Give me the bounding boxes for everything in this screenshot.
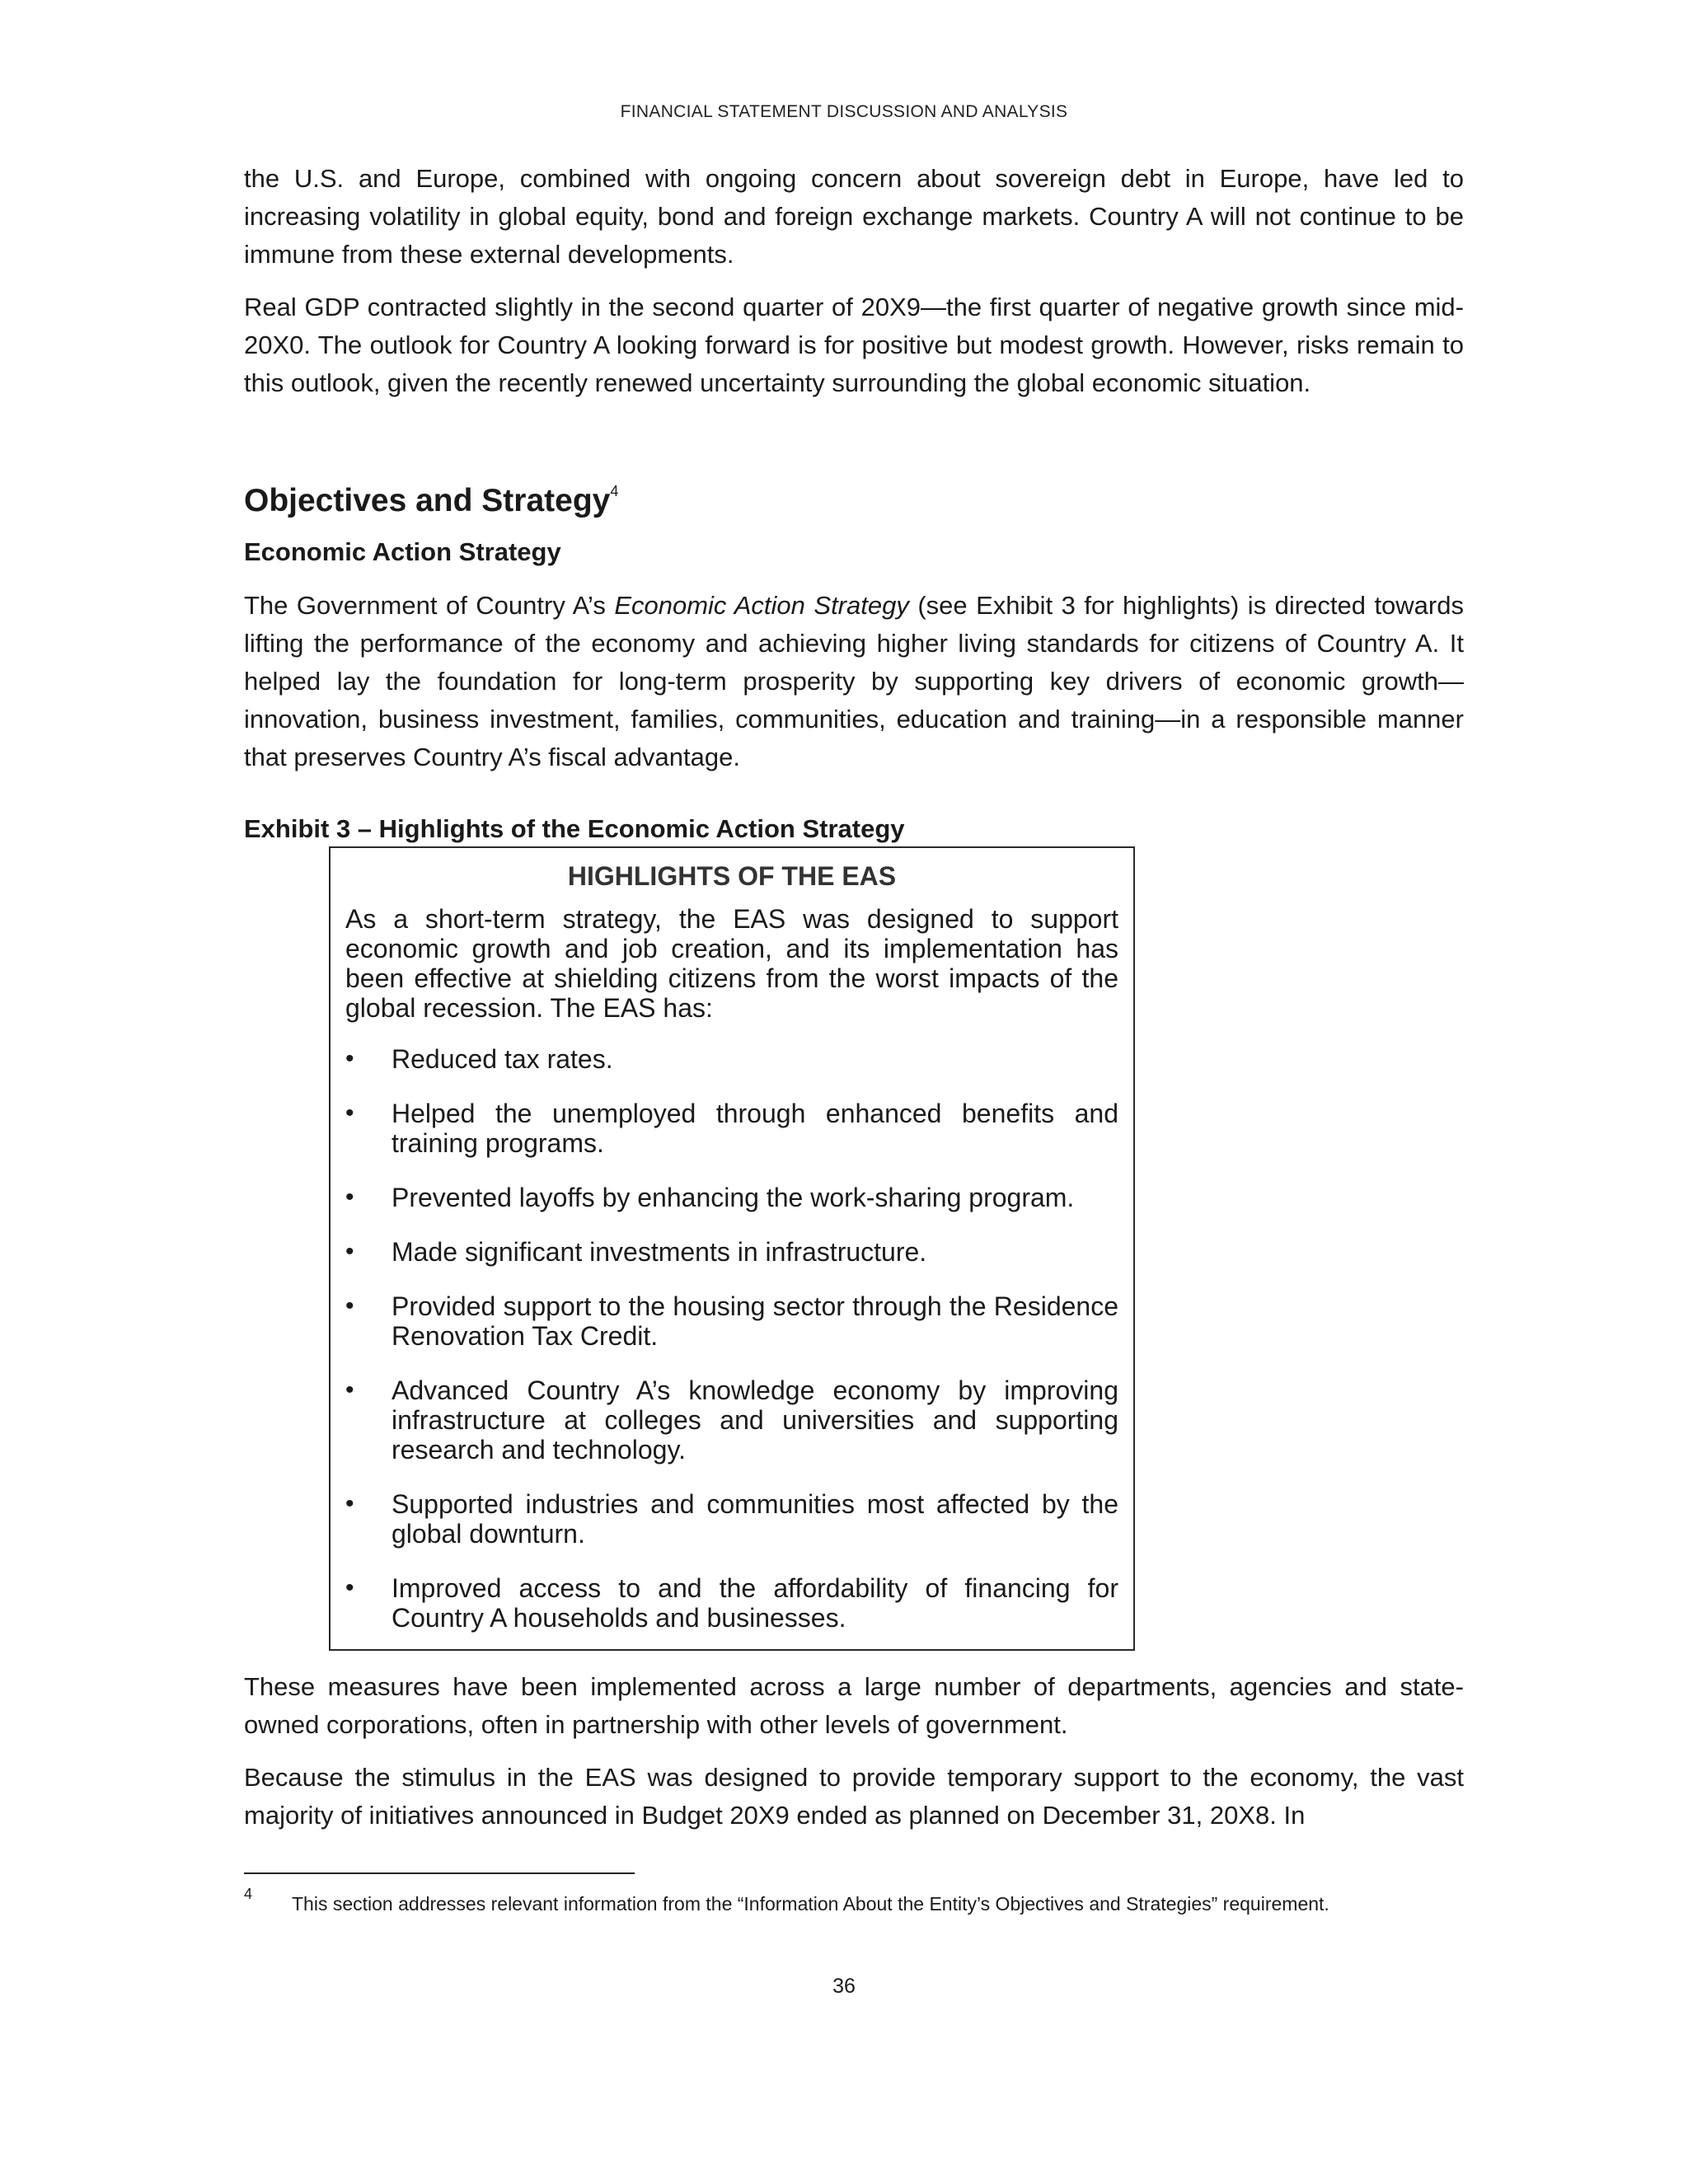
exhibit-box-intro: As a short-term strategy, the EAS was designed to support economic growth and job creation, and its implementation has been effective at shielding citizens from the worst impacts of the global recession. The EAS has: — [345, 904, 1118, 1023]
footnote-text: This section addresses relevant information from the “Information About the Entity’s Objectives and Strategies” requirement. — [292, 1893, 1329, 1915]
list-item — [345, 1237, 1118, 1267]
list-item — [345, 1044, 1118, 1074]
bullet-icon: • — [345, 1376, 354, 1404]
intro-section — [244, 160, 1464, 402]
list-item-text: Helped the unemployed through enhanced benefits and training programs. — [392, 1099, 1118, 1158]
bullet-icon: • — [345, 1045, 354, 1072]
strategy-section — [244, 587, 1464, 776]
exhibit-box — [329, 846, 1135, 1651]
page-number: 36 — [832, 1975, 856, 1998]
section-title-text: Objectives and Strategy — [244, 483, 611, 518]
list-item — [345, 1489, 1118, 1549]
list-item-text: Provided support to the housing sector through the Residence Renovation Tax Credit. — [392, 1291, 1118, 1351]
after-exhibit-paragraph-2: Because the stimulus in the EAS was designed to provide temporary support to the economy, the vast majority of initiatives announced in Budget 20X9 ended as planned on December 31, 20X8. In — [244, 1763, 1464, 1830]
bullet-icon: • — [345, 1292, 354, 1319]
section-title — [244, 475, 618, 521]
exhibit-box-title: HIGHLIGHTS OF THE EAS — [567, 861, 897, 891]
footnote-reference[interactable]: 4 — [610, 483, 619, 499]
bullet-icon: • — [345, 1490, 354, 1517]
highlights-list — [345, 1044, 1118, 1633]
list-item-text: Supported industries and communities most affected by the global downturn. — [392, 1489, 1118, 1549]
footnote-divider — [244, 1872, 635, 1874]
list-item-text: Improved access to and the affordability of financing for Country A households and businesses. — [392, 1573, 1118, 1633]
footnote — [244, 1887, 1464, 1920]
after-exhibit-section — [244, 1668, 1464, 1835]
footnote-number: 4 — [244, 1886, 253, 1902]
list-item — [345, 1573, 1118, 1633]
bullet-icon: • — [345, 1574, 354, 1601]
subsection-title: Economic Action Strategy — [244, 537, 561, 566]
list-item — [345, 1099, 1118, 1158]
intro-paragraph-2: Real GDP contracted slightly in the second quarter of 20X9—the first quarter of negative growth since mid-20X0. The outlook for Country A looking forward is for positive but modest growth. However, risks remain to this outlook, given the recently renewed uncertainty surrounding the global economic situation. — [244, 293, 1464, 397]
after-exhibit-paragraph-1: These measures have been implemented across a large number of departments, agencies and state-owned corporations, often in partnership with other levels of government. — [244, 1672, 1464, 1739]
strategy-paragraph-rest: (see Exhibit 3 for highlights) is directed towards lifting the performance of the economy and achieving higher living standards for citizens of Country A. It helped lay the foundation for long-term prosperity by supporting key drivers of economic growth—innovation, business investment, families, communities, education and training—in a responsible manner that preserves Country A’s fiscal advantage. — [244, 591, 1464, 771]
list-item-text: Prevented layoffs by enhancing the work-sharing program. — [392, 1183, 1075, 1212]
bullet-icon: • — [345, 1099, 354, 1127]
list-item — [345, 1376, 1118, 1465]
list-item-text: Advanced Country A’s knowledge economy by improving infrastructure at colleges and universities and supporting research and technology. — [392, 1376, 1118, 1465]
list-item-text: Made significant investments in infrastructure. — [392, 1237, 927, 1267]
running-header: FINANCIAL STATEMENT DISCUSSION AND ANALYSIS — [620, 102, 1068, 121]
list-item — [345, 1183, 1118, 1212]
list-item-text: Reduced tax rates. — [392, 1044, 613, 1074]
exhibit-box-content — [345, 860, 1118, 1657]
intro-paragraph-1: the U.S. and Europe, combined with ongoing concern about sovereign debt in Europe, have led to increasing volatility in global equity, bond and foreign exchange markets. Country A will not continue to be immune from these external developments. — [244, 164, 1464, 269]
strategy-paragraph — [244, 587, 1464, 776]
bullet-icon: • — [345, 1183, 354, 1211]
exhibit-caption: Exhibit 3 – Highlights of the Economic Action Strategy — [244, 814, 905, 843]
strategy-name-italic: Economic Action Strategy — [614, 591, 909, 620]
strategy-paragraph-lead: The Government of Country A’s — [244, 591, 615, 620]
list-item — [345, 1291, 1118, 1351]
bullet-icon: • — [345, 1238, 354, 1265]
